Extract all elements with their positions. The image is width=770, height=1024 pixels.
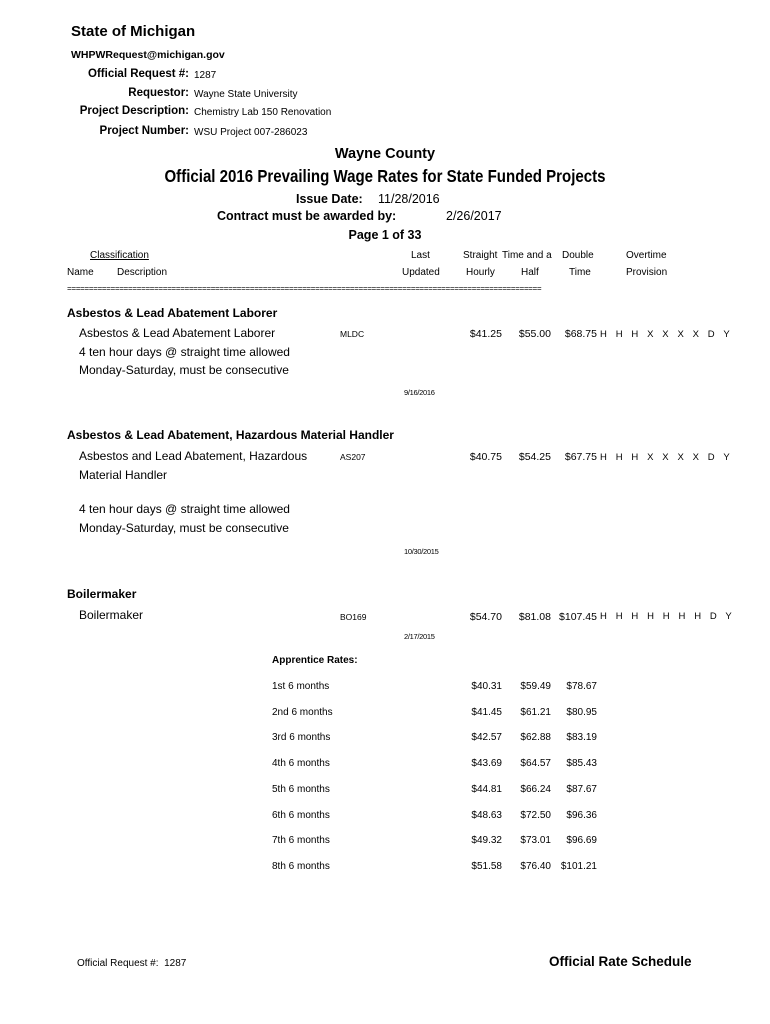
apprentice-straight: $44.81 [471,784,502,795]
document-title: Official 2016 Prevailing Wage Rates for State Funded Projects [164,166,606,186]
overtime-provision: H H H X X X X D Y [600,329,733,340]
project-number-value: WSU Project 007-286023 [194,127,308,138]
apprentice-double: $85.43 [566,758,597,769]
footer-request-value: 1287 [164,958,187,969]
straight-rate: $41.25 [469,328,502,340]
classification-description: Asbestos & Lead Abatement Laborer 4 ten hour days @ straight time allowed Monday-Saturday, must be consecutive [79,326,290,377]
apprentice-period: 1st 6 months [272,681,330,692]
apprentice-rates-heading: Apprentice Rates: [272,655,358,666]
official-request-value: 1287 [194,70,217,81]
group-heading: Asbestos & Lead Abatement, Hazardous Material Handler [67,428,394,442]
page-indicator: Page 1 of 33 [348,228,422,242]
footer-schedule-title: Official Rate Schedule [549,954,692,969]
apprentice-straight: $49.32 [471,835,502,846]
apprentice-period: 8th 6 months [272,861,330,872]
col-straight: Straight [463,250,498,261]
straight-rate: $40.75 [469,451,502,463]
classification-code: MLDC [340,329,365,339]
requestor-label: Requestor: [128,87,189,99]
apprentice-straight: $43.69 [471,758,502,769]
contract-award-label: Contract must be awarded by: [217,209,397,223]
col-last: Last [411,250,430,261]
group-heading: Boilermaker [67,587,137,601]
straight-rate: $54.70 [469,611,502,623]
col-time: Time [569,267,591,278]
apprentice-straight: $40.31 [471,681,502,692]
time-half-rate: $81.08 [518,611,551,623]
col-classification: Classification [90,250,149,261]
header-separator: ============================================================================================================= [67,285,542,294]
col-double: Double [562,250,594,261]
apprentice-straight: $48.63 [471,810,502,821]
project-number-label: Project Number: [99,125,189,137]
time-half-rate: $54.25 [518,451,551,463]
time-half-rate: $55.00 [518,328,551,340]
footer-request [77,958,186,969]
apprentice-double: $101.21 [560,861,597,872]
col-time-and-a: Time and a [502,250,552,261]
footer-request-label: Official Request #: [77,958,159,969]
apprentice-double: $96.69 [566,835,597,846]
col-half: Half [521,267,539,278]
group-heading: Asbestos & Lead Abatement Laborer [67,306,278,320]
apprentice-time-half: $62.88 [520,732,551,743]
col-overtime: Overtime [626,250,667,261]
classification-code: AS207 [340,452,366,462]
apprentice-double: $87.67 [566,784,597,795]
contact-email[interactable]: WHPWRequest@michigan.gov [71,49,225,61]
project-description-value: Chemistry Lab 150 Renovation [194,107,332,118]
apprentice-time-half: $73.01 [520,835,551,846]
last-updated-date: 2/17/2015 [404,632,435,641]
apprentice-period: 5th 6 months [272,784,330,795]
double-rate: $67.75 [564,451,597,463]
last-updated-date: 9/16/2016 [404,388,435,397]
apprentice-time-half: $59.49 [520,681,551,692]
contract-award-value: 2/26/2017 [446,209,502,223]
apprentice-double: $78.67 [566,681,597,692]
apprentice-time-half: $64.57 [520,758,551,769]
state-title: State of Michigan [71,23,196,40]
requestor-value: Wayne State University [194,89,298,100]
apprentice-time-half: $76.40 [520,861,551,872]
apprentice-period: 4th 6 months [272,758,330,769]
official-request-label: Official Request #: [88,68,189,80]
issue-date-label: Issue Date: [296,192,363,206]
issue-date-value: 11/28/2016 [378,192,440,206]
project-description-label: Project Description: [79,105,189,117]
overtime-provision: H H H H H H H D Y [600,611,735,622]
classification-description: Boilermaker [79,608,144,622]
col-description: Description [117,267,168,278]
apprentice-straight: $42.57 [471,732,502,743]
apprentice-time-half: $66.24 [520,784,551,795]
col-name: Name [67,267,94,278]
apprentice-double: $96.36 [566,810,597,821]
classification-description: Asbestos and Lead Abatement, Hazardous Material Handler 4 ten hour days @ straight time allowed Monday-Saturday, must be consecutive [79,449,308,535]
apprentice-time-half: $72.50 [520,810,551,821]
apprentice-double: $80.95 [566,707,597,718]
apprentice-period: 2nd 6 months [272,707,333,718]
last-updated-date: 10/30/2015 [404,547,439,556]
apprentice-straight: $51.58 [471,861,502,872]
county-heading: Wayne County [334,146,436,162]
apprentice-time-half: $61.21 [520,707,551,718]
apprentice-period: 6th 6 months [272,810,330,821]
apprentice-period: 7th 6 months [272,835,330,846]
col-hourly: Hourly [466,267,495,278]
overtime-provision: H H H X X X X D Y [600,452,733,463]
apprentice-double: $83.19 [566,732,597,743]
col-updated: Updated [402,267,440,278]
classification-code: BO169 [340,612,367,622]
apprentice-period: 3rd 6 months [272,732,331,743]
double-rate: $107.45 [559,611,597,623]
apprentice-straight: $41.45 [471,707,502,718]
col-provision: Provision [626,267,668,278]
double-rate: $68.75 [564,328,597,340]
